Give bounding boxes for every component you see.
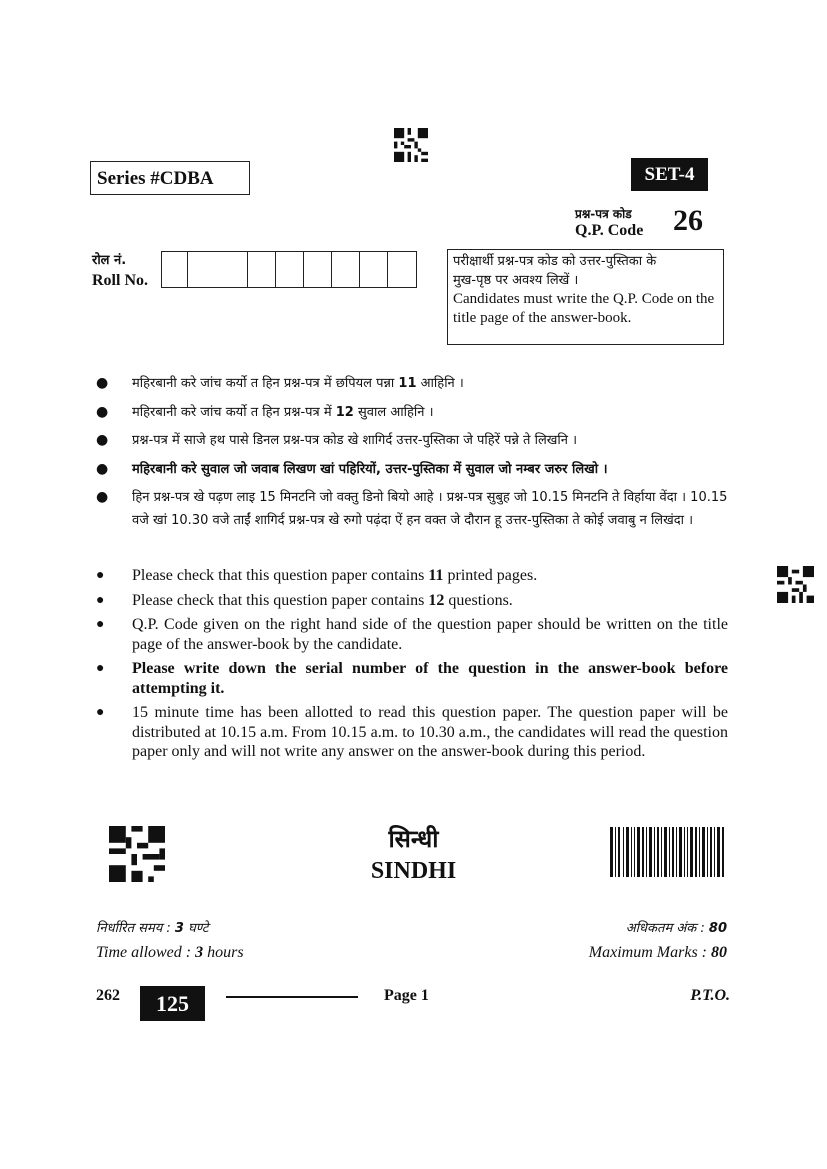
- series-label: Series #CDBA: [90, 161, 250, 195]
- list-item: ● 15 minute time has been allotted to read this question paper. The question paper will be distributed at 10.15 a.m. From 10.15 a.m. to 10.30 a.m., the candidates will read the question paper only and will not write any answer on the answer-book during this period.: [96, 704, 728, 760]
- set-badge: SET-4: [631, 158, 708, 191]
- roll-cell[interactable]: [388, 252, 416, 287]
- bullet-icon: ●: [96, 617, 105, 632]
- bullet-icon: ●: [96, 592, 105, 608]
- roll-cell[interactable]: [276, 252, 304, 287]
- bullet-icon: ●: [96, 460, 109, 477]
- roll-label-hindi: रोल नं.: [92, 253, 127, 268]
- list-item: ● Q.P. Code given on the right hand side of the question paper should be written on the title page of the answer-book by the candidate.: [96, 616, 728, 653]
- roll-cell[interactable]: [332, 252, 360, 287]
- bullet-icon: ●: [96, 489, 109, 505]
- pto-label: P.T.O.: [690, 987, 730, 1004]
- list-item: ● प्रश्न-पत्र में साजे हथ पासे डिनल प्रश्न-पत्र कोड खे शागिर्द उत्तर-पुस्तिका जे पहिरें पन्ने ते लिखनि ।: [96, 429, 728, 452]
- list-item: ● महिरबानी करे जांच कर्यो त हिन प्रश्न-पत्र में 12 सुवाल आहिनि ।: [96, 401, 728, 424]
- qp-code-label: Q.P. Code: [575, 222, 644, 239]
- roll-label: Roll No.: [92, 272, 148, 289]
- qp-code-notice: [447, 249, 724, 345]
- list-item: ● महिरबानी करे जांच कर्यो त हिन प्रश्न-पत्र में छपियल पन्ना 11 आहिनि ।: [96, 372, 728, 395]
- bullet-icon: ●: [96, 661, 105, 676]
- subject-title: SINDHI: [370, 858, 457, 884]
- subject-title-hindi: सिन्धी: [388, 825, 439, 853]
- qr-code-icon: [777, 566, 814, 603]
- list-item: ● Please check that this question paper contains 12 questions.: [96, 591, 513, 609]
- notice-english: Candidates must write the Q.P. Code on the title page of the answer-book.: [453, 291, 715, 326]
- maximum-marks-hindi: अधिकतम अंक : 80: [625, 921, 727, 936]
- bullet-icon: ●: [96, 375, 109, 391]
- paper-code: 262: [96, 987, 120, 1004]
- qp-code-label-hindi: प्रश्न-पत्र कोड: [575, 207, 632, 221]
- time-allowed: Time allowed : 3 hours: [96, 944, 244, 961]
- page-number: Page 1: [384, 987, 429, 1004]
- bullet-icon: ●: [96, 568, 105, 583]
- list-item: ● Please write down the serial number of the question in the answer-book before attempting it.: [96, 660, 728, 697]
- time-allowed-hindi: निर्धारित समय : 3 घण्टे: [96, 921, 209, 936]
- instructions-sindhi: [96, 372, 728, 538]
- list-item: ● महिरबानी करे सुवाल जो जवाब लिखण खां पहिरियों, उत्तर-पुस्तिका में सुवाल जो नम्बर जरुर लिखो ।: [96, 458, 728, 481]
- qr-code-icon: [394, 128, 428, 162]
- qp-code-value: 26: [673, 204, 703, 237]
- barcode-icon: [610, 827, 724, 877]
- roll-cell[interactable]: [162, 252, 188, 287]
- notice-hindi-line: मुख-पृष्ठ पर अवश्य लिखें ।: [453, 273, 579, 288]
- paper-code-box: 125: [140, 986, 205, 1021]
- divider: [226, 996, 358, 998]
- bullet-icon: ●: [96, 403, 109, 420]
- list-item: ● Please check that this question paper contains 11 printed pages.: [96, 567, 538, 584]
- roll-cell[interactable]: [360, 252, 388, 287]
- list-item: ● हिन प्रश्न-पत्र खे पढ़ण लाइ 15 मिनटनि जो वक्तु डिनो बियो आहे । प्रश्न-पत्र सुबुह जो 10.15 मिनटनि ते विर्हाया वेंदा । 10.15 वजे खां 10.30 वजे ताईं शागिर्द प्रश्न-पत्र खे रुगो पढ़ंदा ऐं हन वक्त जे दौरान हू उत्तर-पुस्तिका ते कोई जवाबु न लिखंदा ।: [96, 486, 728, 532]
- instructions-english: [96, 566, 728, 767]
- roll-cell[interactable]: [188, 252, 248, 287]
- roll-cell[interactable]: [248, 252, 276, 287]
- maximum-marks: Maximum Marks : 80: [588, 944, 727, 961]
- roll-number-grid[interactable]: [161, 251, 417, 288]
- bullet-icon: ●: [96, 705, 105, 720]
- notice-hindi-line: परीक्षार्थी प्रश्न-पत्र कोड को उत्तर-पुस्तिका के: [453, 254, 657, 269]
- bullet-icon: ●: [96, 432, 109, 448]
- roll-cell[interactable]: [304, 252, 332, 287]
